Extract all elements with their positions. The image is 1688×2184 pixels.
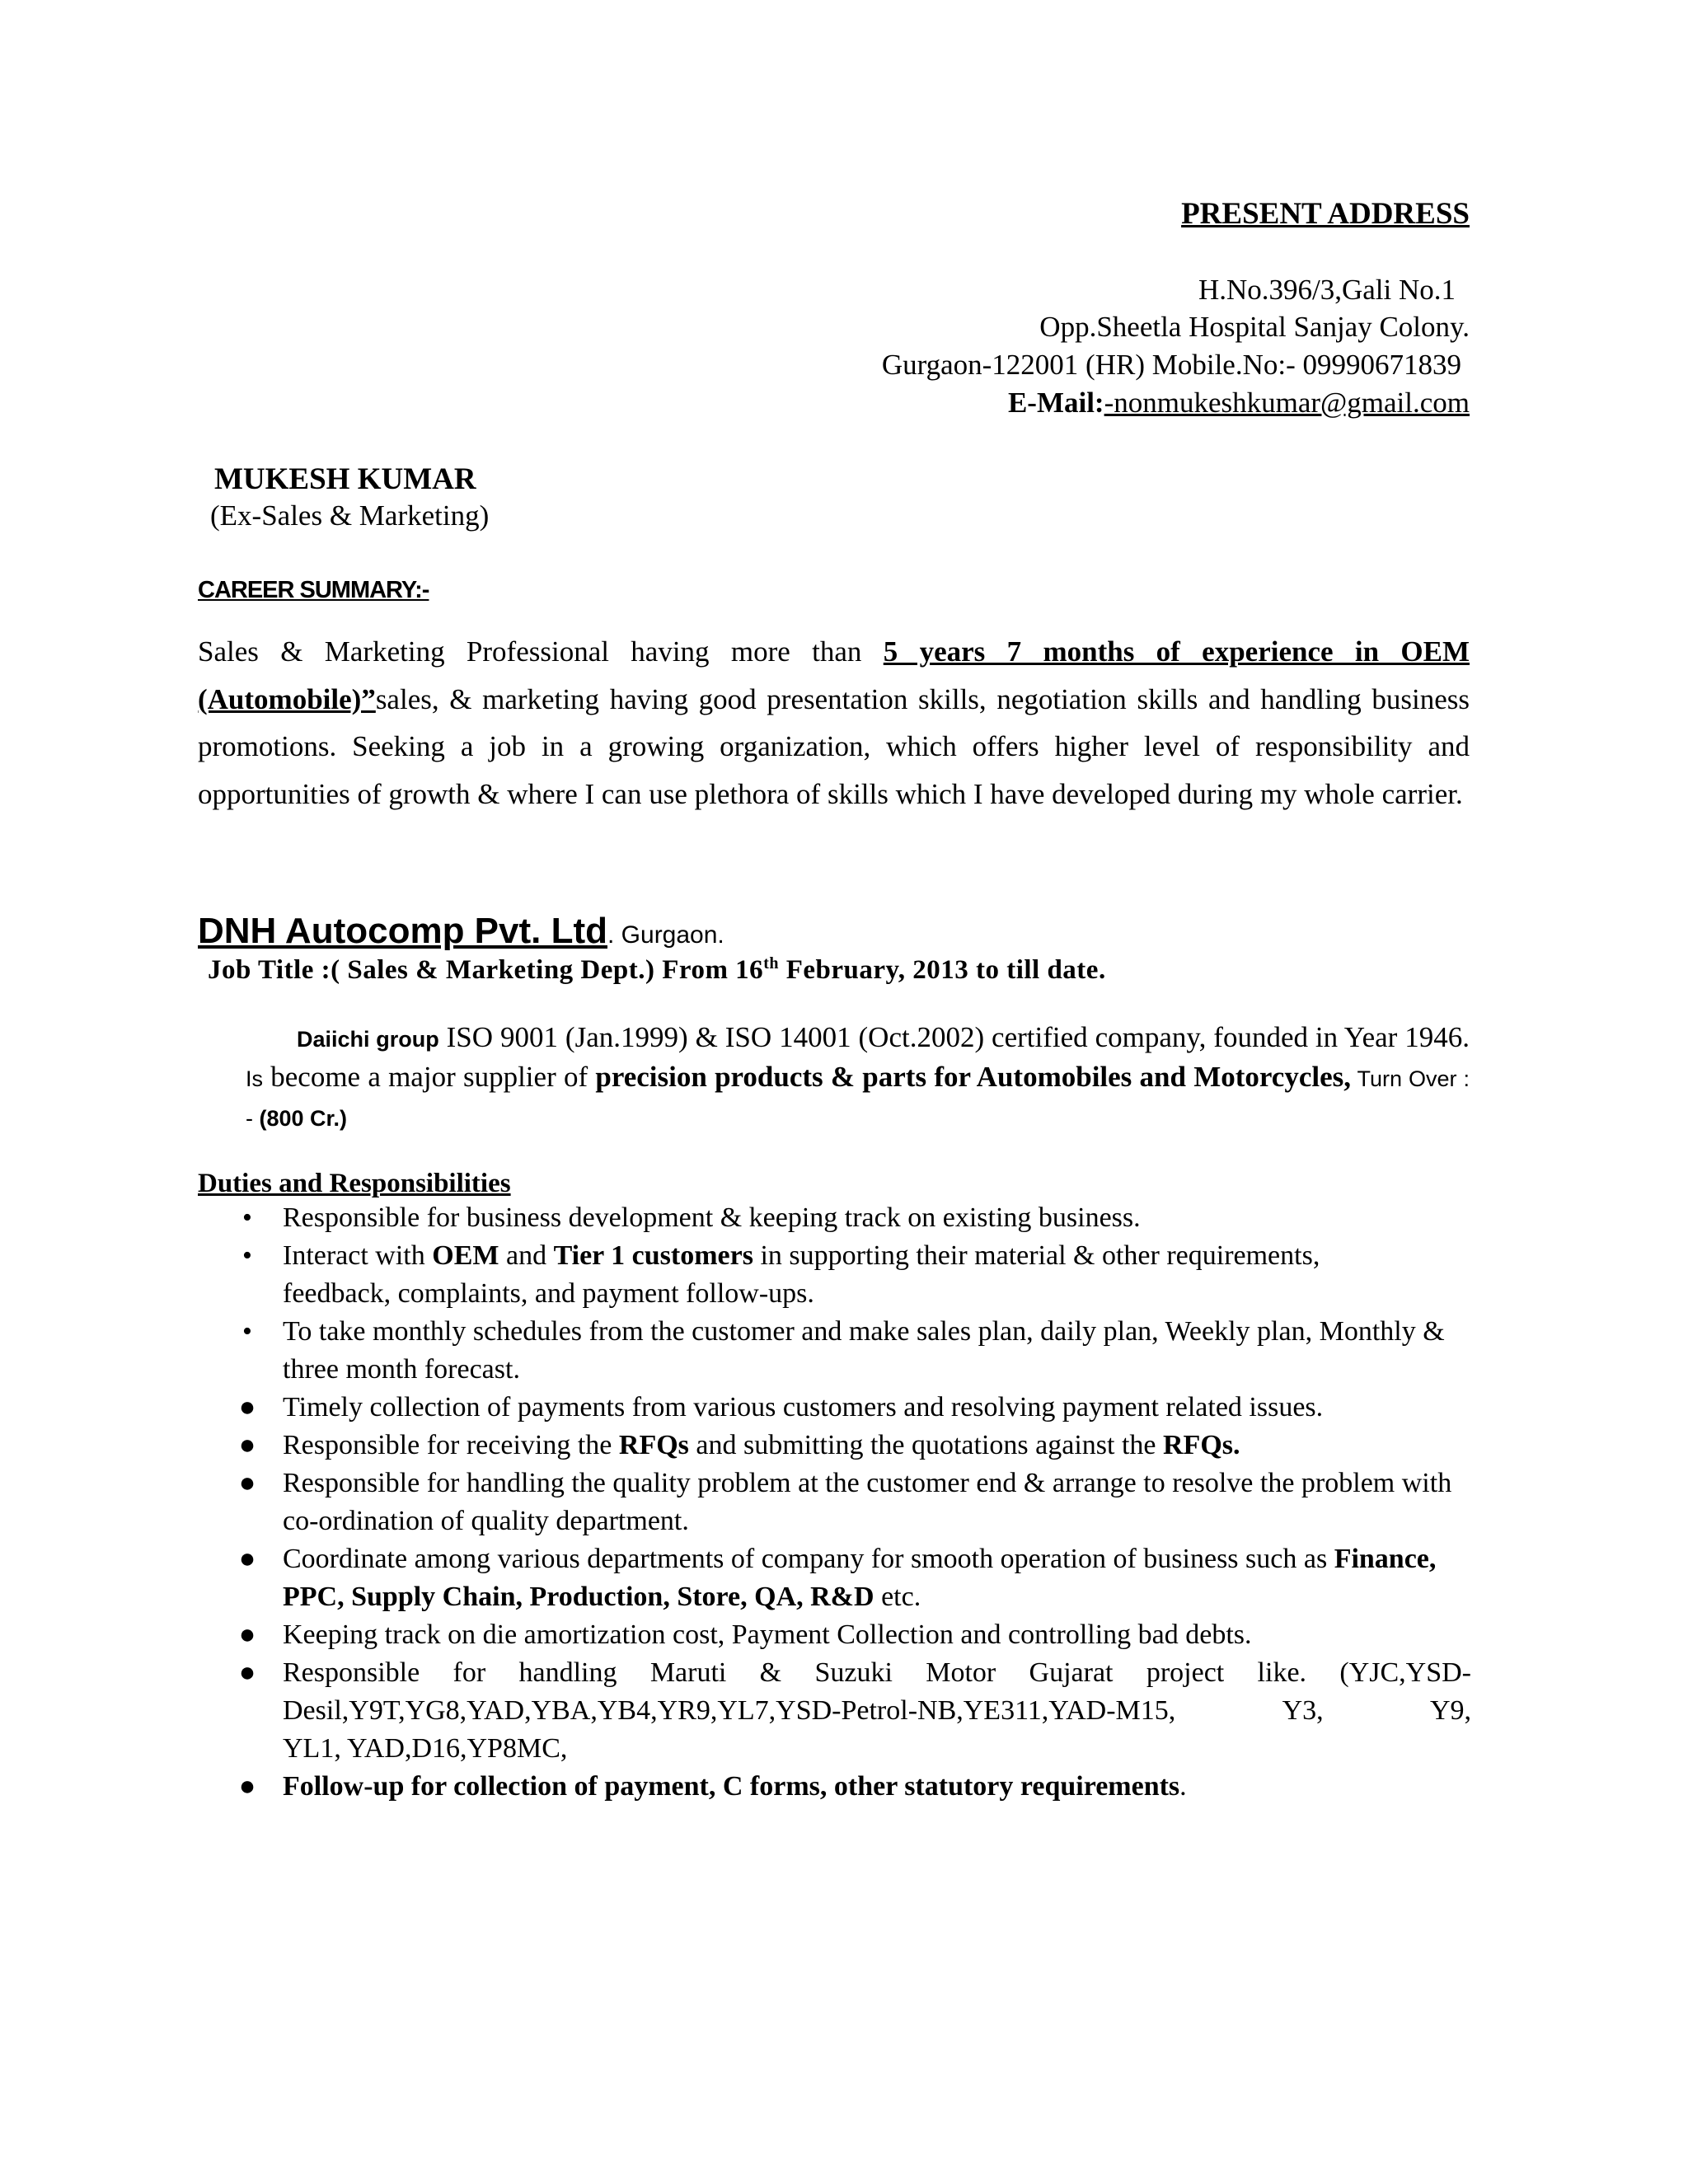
bullet-icon: • <box>242 1240 252 1271</box>
job-title: Job Title :( Sales & Marketing Dept.) From 16th February, 2013 to till date. <box>208 954 1106 985</box>
email-link[interactable]: -nonmukeshkumar@gmail.com <box>1104 387 1470 419</box>
list-item: • Interact with OEM and Tier 1 customers in supporting their material & other requirements, feedback, complaints, and payment follow-ups. <box>235 1237 1362 1313</box>
bullet-icon: ● <box>238 1544 256 1574</box>
candidate-name: MUKESH KUMAR <box>214 462 476 496</box>
candidate-subtitle: (Ex-Sales & Marketing) <box>210 499 490 532</box>
bullet-icon: ● <box>238 1657 256 1688</box>
list-item: ● Responsible for receiving the RFQs and submitting the quotations against the RFQs. <box>235 1427 1471 1465</box>
list-item: ● Coordinate among various departments of company for smooth operation of business such as Finance, PPC, Supply Chain, Production, Store, QA, R&D etc. <box>235 1540 1471 1616</box>
experience-highlight: 5 years 7 months of experience in OEM (Automobile)” <box>198 635 1470 715</box>
bullet-icon: ● <box>238 1771 256 1802</box>
address-line-city-mobile: Gurgaon-122001 (HR) Mobile.No:- 09990671839 <box>881 349 1461 381</box>
list-item: ● Follow-up for collection of payment, C forms, other statutory requirements. <box>235 1768 1471 1806</box>
list-item: ● Responsible for handling the quality problem at the customer end & arrange to resolve the problem with co-ordination of quality department. <box>235 1465 1471 1540</box>
career-summary-heading: CAREER SUMMARY:- <box>198 577 429 603</box>
bullet-icon: ● <box>238 1430 256 1460</box>
address-line-email <box>1008 387 1470 419</box>
present-address-heading: PRESENT ADDRESS <box>1181 197 1470 231</box>
duties-list <box>235 1199 1471 1806</box>
company-name: DNH Autocomp Pvt. Ltd <box>198 911 607 951</box>
bullet-icon: • <box>242 1316 252 1347</box>
duties-heading: Duties and Responsibilities <box>198 1169 511 1198</box>
list-item: ● Keeping track on die amortization cost, Payment Collection and controlling bad debts. <box>235 1616 1471 1654</box>
list-item: • Responsible for business development & keeping track on existing business. <box>235 1199 1471 1237</box>
email-label: E-Mail: <box>1007 387 1104 419</box>
list-item: • To take monthly schedules from the customer and make sales plan, daily plan, Weekly plan, Monthly & three month forecast. <box>235 1313 1474 1389</box>
company-city: . Gurgaon. <box>607 921 724 949</box>
bullet-icon: ● <box>238 1392 256 1422</box>
list-item: ● Timely collection of payments from various customers and resolving payment related issues. <box>235 1389 1470 1427</box>
bullet-icon: ● <box>238 1619 256 1650</box>
turnover-value: (800 Cr.) <box>259 1106 348 1131</box>
career-summary-text: Sales & Marketing Professional having more than 5 years 7 months of experience in OEM (Automobile)”sales, & marketing having good presentation skills, negotiation skills and handling business promotions. Seeking a job in a growing organization, which offers higher level of responsibility and opportunities of growth & where I can use plethora of skills which I have developed during my whole carrier. <box>198 635 1470 810</box>
address-line-house: H.No.396/3,Gali No.1 <box>1198 274 1456 306</box>
company-description: Daiichi group ISO 9001 (Jan.1999) & ISO 14001 (Oct.2002) certified company, founded in Year 1946. Is become a major supplier of precision products & parts for Automobiles and Motorcycles, Turn Over : - (800 Cr.) <box>246 1021 1470 1131</box>
bullet-icon: ● <box>238 1468 256 1498</box>
bullet-icon: • <box>242 1202 252 1233</box>
company-line <box>198 911 724 952</box>
company-group: Daiichi group <box>297 1027 439 1052</box>
address-line-landmark: Opp.Sheetla Hospital Sanjay Colony. <box>1039 311 1470 343</box>
list-item: ● Responsible for handling Maruti & Suzuki Motor Gujarat project like. (YJC,YSD- Desil,Y9T,YG8,YAD,YBA,YB4,YR9,YL7,YSD-Petrol-NB,YE311,YAD-M15, Y3, Y9, YL1, YAD,D16,YP8MC, <box>235 1654 1471 1768</box>
